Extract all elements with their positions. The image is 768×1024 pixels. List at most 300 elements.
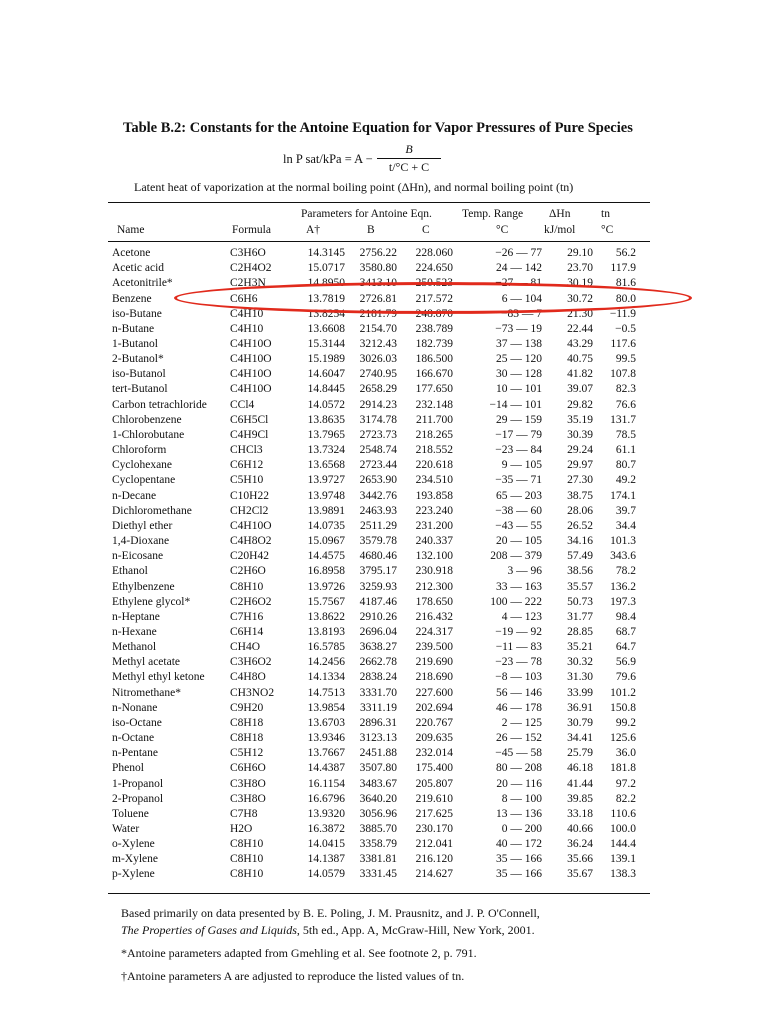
antoine-table <box>112 246 636 883</box>
cell-range: 20 — 105 <box>496 535 542 548</box>
cell-name: Acetic acid <box>112 262 165 275</box>
cell-name: Acetonitrile* <box>112 277 173 290</box>
cell-b: 3885.70 <box>359 823 397 836</box>
cell-range: 10 — 101 <box>496 383 542 396</box>
cell-name: Chloroform <box>112 444 167 457</box>
table-row <box>112 291 636 306</box>
cell-a: 13.6568 <box>307 459 345 472</box>
cell-formula: C3H8O <box>230 777 266 790</box>
cell-range: −27 — 81 <box>495 277 542 290</box>
cell-range: 8 — 100 <box>501 792 542 805</box>
cell-tn: 80.7 <box>615 459 636 472</box>
cell-name: Phenol <box>112 762 144 775</box>
header-antoine-group: Parameters for Antoine Eqn. <box>301 208 432 220</box>
cell-tn: 181.8 <box>610 762 636 775</box>
table-row <box>112 413 636 428</box>
table-row <box>112 716 636 731</box>
cell-a: 14.7513 <box>307 686 345 699</box>
table-row <box>112 276 636 291</box>
cell-a: 13.9727 <box>307 474 345 487</box>
cell-a: 15.1989 <box>307 353 345 366</box>
cell-dh: 40.66 <box>567 823 593 836</box>
cell-c: 248.870 <box>415 307 453 320</box>
cell-a: 13.9726 <box>307 580 345 593</box>
cell-dh: 33.18 <box>567 807 593 820</box>
cell-formula: C6H6 <box>230 292 258 305</box>
source-rest: , 5th ed., App. A, McGraw-Hill, New York, 2001. <box>296 923 535 937</box>
cell-formula: C6H5Cl <box>230 413 269 426</box>
cell-c: 220.618 <box>415 459 453 472</box>
cell-range: −19 — 92 <box>495 625 542 638</box>
cell-range: 2 — 125 <box>501 716 542 729</box>
cell-range: −11 — 83 <box>495 641 542 654</box>
cell-name: 1-Chlorobutane <box>112 428 185 441</box>
cell-name: n-Eicosane <box>112 550 164 563</box>
cell-c: 217.625 <box>415 807 453 820</box>
cell-tn: 101.2 <box>610 686 636 699</box>
cell-formula: CH2Cl2 <box>230 504 269 517</box>
cell-b: 3442.76 <box>359 489 397 502</box>
cell-name: o-Xylene <box>112 838 155 851</box>
cell-a: 15.0967 <box>307 535 345 548</box>
cell-range: 13 — 136 <box>496 807 542 820</box>
cell-tn: 99.5 <box>615 353 636 366</box>
cell-tn: −0.5 <box>615 322 636 335</box>
table-row <box>112 701 636 716</box>
cell-name: Benzene <box>112 292 152 305</box>
cell-a: 16.5785 <box>307 641 345 654</box>
source-book-title: The Properties of Gases and Liquids <box>121 923 297 937</box>
cell-a: 13.9748 <box>307 489 345 502</box>
cell-dh: 41.44 <box>567 777 593 790</box>
table-row <box>112 382 636 397</box>
cell-a: 14.1387 <box>307 853 345 866</box>
cell-b: 3638.27 <box>359 641 397 654</box>
cell-a: 13.8622 <box>307 610 345 623</box>
cell-formula: C9H20 <box>230 701 264 714</box>
cell-a: 14.0579 <box>307 868 345 881</box>
cell-name: 1-Butanol <box>112 338 158 351</box>
cell-a: 13.6703 <box>307 716 345 729</box>
cell-name: Toluene <box>112 807 149 820</box>
cell-c: 218.552 <box>415 444 453 457</box>
cell-name: Methyl ethyl ketone <box>112 671 205 684</box>
cell-c: 218.265 <box>415 428 453 441</box>
cell-dh: 36.91 <box>567 701 593 714</box>
cell-tn: 79.6 <box>615 671 636 684</box>
cell-name: iso-Butanol <box>112 368 166 381</box>
bottom-rule <box>108 893 650 894</box>
cell-tn: 138.3 <box>610 868 636 881</box>
cell-formula: CH4O <box>230 641 261 654</box>
table-row <box>112 398 636 413</box>
cell-dh: 35.57 <box>567 580 593 593</box>
cell-dh: 35.21 <box>567 641 593 654</box>
cell-formula: C6H12 <box>230 459 264 472</box>
cell-a: 16.8958 <box>307 565 345 578</box>
cell-a: 13.7667 <box>307 747 345 760</box>
cell-dh: 31.30 <box>567 671 593 684</box>
table-row <box>112 867 636 882</box>
cell-formula: C4H10O <box>230 383 272 396</box>
cell-dh: 38.56 <box>567 565 593 578</box>
table-row <box>112 246 636 261</box>
cell-tn: 197.3 <box>610 595 636 608</box>
cell-c: 202.694 <box>415 701 453 714</box>
cell-range: 35 — 166 <box>496 853 542 866</box>
cell-a: 16.6796 <box>307 792 345 805</box>
table-row <box>112 776 636 791</box>
cell-range: −17 — 79 <box>495 428 542 441</box>
cell-formula: C4H10 <box>230 307 264 320</box>
cell-name: 1-Propanol <box>112 777 164 790</box>
cell-c: 228.060 <box>415 247 453 260</box>
cell-name: Carbon tetrachloride <box>112 398 207 411</box>
cell-dh: 35.19 <box>567 413 593 426</box>
cell-name: n-Butane <box>112 322 155 335</box>
table-row <box>112 852 636 867</box>
cell-dh: 30.72 <box>567 292 593 305</box>
cell-b: 3259.93 <box>359 580 397 593</box>
cell-c: 230.918 <box>415 565 453 578</box>
cell-a: 16.3872 <box>307 823 345 836</box>
cell-b: 3311.19 <box>360 701 397 714</box>
cell-range: −14 — 101 <box>489 398 542 411</box>
cell-tn: 100.0 <box>610 823 636 836</box>
cell-range: 26 — 152 <box>496 732 542 745</box>
cell-formula: C8H10 <box>230 868 264 881</box>
cell-formula: C5H12 <box>230 747 264 760</box>
cell-c: 230.170 <box>415 823 453 836</box>
cell-c: 232.148 <box>415 398 453 411</box>
cell-dh: 34.16 <box>567 535 593 548</box>
cell-tn: 78.5 <box>615 428 636 441</box>
cell-a: 13.9320 <box>307 807 345 820</box>
cell-b: 3056.96 <box>359 807 397 820</box>
table-row <box>112 367 636 382</box>
cell-tn: 82.2 <box>615 792 636 805</box>
cell-a: 13.6608 <box>307 322 345 335</box>
cell-b: 3212.43 <box>359 338 397 351</box>
cell-c: 166.670 <box>415 368 453 381</box>
cell-tn: 64.7 <box>615 641 636 654</box>
source-footnote <box>121 905 661 939</box>
cell-range: −73 — 19 <box>495 322 542 335</box>
top-rule <box>108 202 650 203</box>
cell-dh: 30.79 <box>567 716 593 729</box>
cell-range: 25 — 120 <box>496 353 542 366</box>
cell-c: 218.690 <box>415 671 453 684</box>
cell-dh: 34.41 <box>567 732 593 745</box>
cell-a: 14.0572 <box>307 398 345 411</box>
table-row <box>112 761 636 776</box>
cell-b: 2451.88 <box>359 747 397 760</box>
cell-b: 3174.78 <box>359 413 397 426</box>
table-row <box>112 519 636 534</box>
cell-tn: 174.1 <box>610 489 636 502</box>
table-row <box>112 792 636 807</box>
cell-tn: 78.2 <box>615 565 636 578</box>
cell-range: 100 — 222 <box>490 595 542 608</box>
cell-b: 2726.81 <box>359 292 397 305</box>
cell-dh: 31.77 <box>567 610 593 623</box>
cell-a: 14.4575 <box>307 550 345 563</box>
cell-c: 205.807 <box>415 777 453 790</box>
cell-range: 30 — 128 <box>496 368 542 381</box>
table-row <box>112 307 636 322</box>
cell-b: 2154.70 <box>359 322 397 335</box>
cell-formula: C10H22 <box>230 489 269 502</box>
cell-range: 33 — 163 <box>496 580 542 593</box>
cell-tn: 36.0 <box>615 747 636 760</box>
footnotes <box>121 905 661 991</box>
cell-range: 40 — 172 <box>496 838 542 851</box>
cell-b: 4680.46 <box>359 550 397 563</box>
cell-name: n-Octane <box>112 732 155 745</box>
cell-formula: C6H14 <box>230 625 264 638</box>
cell-formula: C4H10 <box>230 322 264 335</box>
header-c: C <box>422 224 430 236</box>
table-row <box>112 731 636 746</box>
cell-range: −35 — 71 <box>495 474 542 487</box>
table-row <box>112 443 636 458</box>
cell-b: 3483.67 <box>359 777 397 790</box>
table-row <box>112 610 636 625</box>
table-row <box>112 352 636 367</box>
cell-b: 2723.73 <box>359 428 397 441</box>
cell-b: 2723.44 <box>359 459 397 472</box>
source-line-1: Based primarily on data presented by B. E. Poling, J. M. Prausnitz, and J. P. O'Connell, <box>121 906 540 920</box>
cell-a: 14.1334 <box>307 671 345 684</box>
asterisk-footnote: *Antoine parameters adapted from Gmehling et al. See footnote 2, p. 791. <box>121 946 477 960</box>
cell-name: Dichloromethane <box>112 504 192 517</box>
cell-c: 234.510 <box>415 474 453 487</box>
cell-c: 231.200 <box>415 519 453 532</box>
cell-c: 224.317 <box>415 625 453 638</box>
cell-tn: 110.6 <box>610 807 636 820</box>
cell-b: 3331.45 <box>359 868 397 881</box>
cell-range: 9 — 105 <box>501 459 542 472</box>
table-title: Table B.2: Constants for the Antoine Equation for Vapor Pressures of Pure Species <box>123 120 633 136</box>
table-row <box>112 337 636 352</box>
cell-name: Acetone <box>112 247 151 260</box>
cell-name: Ethanol <box>112 565 148 578</box>
cell-name: iso-Octane <box>112 716 162 729</box>
cell-name: Ethylbenzene <box>112 580 175 593</box>
cell-name: n-Decane <box>112 489 157 502</box>
table-row <box>112 564 636 579</box>
cell-b: 3507.80 <box>359 762 397 775</box>
cell-a: 13.8254 <box>307 307 345 320</box>
cell-range: 37 — 138 <box>496 338 542 351</box>
table-row <box>112 746 636 761</box>
cell-range: 20 — 116 <box>496 777 542 790</box>
table-row <box>112 473 636 488</box>
cell-dh: 40.75 <box>567 353 593 366</box>
cell-formula: C3H8O <box>230 792 266 805</box>
cell-c: 132.100 <box>415 550 453 563</box>
cell-dh: 22.44 <box>567 322 593 335</box>
equation-fraction <box>377 142 441 175</box>
cell-tn: 56.9 <box>615 656 636 669</box>
cell-dh: 29.82 <box>567 398 593 411</box>
cell-a: 16.1154 <box>308 777 345 790</box>
cell-a: 13.7965 <box>307 428 345 441</box>
cell-c: 212.300 <box>415 580 453 593</box>
cell-dh: 26.52 <box>567 519 593 532</box>
cell-c: 232.014 <box>415 747 453 760</box>
table-row <box>112 625 636 640</box>
cell-dh: 23.70 <box>567 262 593 275</box>
cell-b: 2740.95 <box>359 368 397 381</box>
cell-formula: C4H10O <box>230 338 272 351</box>
cell-dh: 29.10 <box>567 247 593 260</box>
cell-a: 13.9854 <box>307 701 345 714</box>
cell-formula: CHCl3 <box>230 444 263 457</box>
cell-tn: 97.2 <box>615 777 636 790</box>
cell-formula: C8H10 <box>230 853 264 866</box>
cell-b: 3026.03 <box>359 353 397 366</box>
table-row <box>112 579 636 594</box>
cell-range: −8 — 103 <box>495 671 542 684</box>
cell-name: tert-Butanol <box>112 383 168 396</box>
cell-dh: 28.85 <box>567 625 593 638</box>
cell-range: −45 — 58 <box>495 747 542 760</box>
cell-c: 240.337 <box>415 535 453 548</box>
cell-formula: C6H6O <box>230 762 266 775</box>
cell-formula: H2O <box>230 823 253 836</box>
cell-name: Water <box>112 823 140 836</box>
header-dh: ΔHn <box>549 208 571 220</box>
cell-range: 4 — 123 <box>501 610 542 623</box>
table-row <box>112 322 636 337</box>
cell-c: 186.500 <box>415 353 453 366</box>
cell-dh: 39.85 <box>567 792 593 805</box>
cell-tn: 131.7 <box>610 413 636 426</box>
cell-range: 35 — 166 <box>496 868 542 881</box>
cell-name: m-Xylene <box>112 853 158 866</box>
cell-a: 13.8193 <box>307 625 345 638</box>
cell-b: 2658.29 <box>359 383 397 396</box>
cell-formula: C8H10 <box>230 580 264 593</box>
cell-range: −23 — 78 <box>495 656 542 669</box>
cell-formula: C5H10 <box>230 474 264 487</box>
cell-b: 2548.74 <box>359 444 397 457</box>
cell-name: n-Nonane <box>112 701 158 714</box>
cell-b: 2696.04 <box>359 625 397 638</box>
table-row <box>112 549 636 564</box>
cell-c: 216.432 <box>415 610 453 623</box>
cell-dh: 27.30 <box>567 474 593 487</box>
cell-c: 220.767 <box>415 716 453 729</box>
cell-range: 29 — 159 <box>496 413 542 426</box>
cell-name: Nitromethane* <box>112 686 181 699</box>
cell-a: 14.2456 <box>307 656 345 669</box>
cell-dh: 46.18 <box>567 762 593 775</box>
cell-name: Cyclohexane <box>112 459 173 472</box>
cell-tn: 125.6 <box>610 732 636 745</box>
cell-c: 175.400 <box>415 762 453 775</box>
cell-dh: 35.67 <box>567 868 593 881</box>
cell-b: 3413.10 <box>359 277 397 290</box>
cell-range: −38 — 60 <box>495 504 542 517</box>
cell-name: n-Hexane <box>112 625 157 638</box>
cell-dh: 30.19 <box>567 277 593 290</box>
cell-tn: 82.3 <box>615 383 636 396</box>
equation-numerator: B <box>405 142 413 156</box>
cell-dh: 38.75 <box>567 489 593 502</box>
header-tn-unit: °C <box>601 224 614 236</box>
cell-dh: 35.66 <box>567 853 593 866</box>
cell-range: 46 — 178 <box>496 701 542 714</box>
cell-b: 4187.46 <box>359 595 397 608</box>
cell-range: −43 — 55 <box>495 519 542 532</box>
cell-dh: 29.97 <box>567 459 593 472</box>
cell-formula: C3H6O <box>230 247 266 260</box>
cell-a: 14.8950 <box>307 277 345 290</box>
cell-range: −83 — 7 <box>501 307 542 320</box>
header-a: A† <box>306 224 321 236</box>
table-row <box>112 686 636 701</box>
cell-formula: C3H6O2 <box>230 656 272 669</box>
cell-dh: 29.24 <box>567 444 593 457</box>
cell-formula: C2H6O <box>230 565 266 578</box>
cell-c: 214.627 <box>415 868 453 881</box>
cell-tn: 68.7 <box>615 625 636 638</box>
cell-range: −23 — 84 <box>495 444 542 457</box>
cell-a: 14.6047 <box>307 368 345 381</box>
cell-c: 217.572 <box>415 292 453 305</box>
cell-b: 3640.20 <box>359 792 397 805</box>
cell-name: p-Xylene <box>112 868 155 881</box>
cell-b: 2910.26 <box>359 610 397 623</box>
cell-formula: CCl4 <box>230 398 255 411</box>
cell-a: 14.0735 <box>307 519 345 532</box>
cell-b: 2896.31 <box>359 716 397 729</box>
table-row <box>112 807 636 822</box>
cell-b: 3358.79 <box>359 838 397 851</box>
table-subtitle: Latent heat of vaporization at the normal boiling point (ΔHn), and normal boiling point (tn) <box>134 180 574 194</box>
cell-dh: 33.99 <box>567 686 593 699</box>
cell-formula: CH3NO2 <box>230 686 275 699</box>
cell-b: 2181.79 <box>359 307 397 320</box>
cell-dh: 36.24 <box>567 838 593 851</box>
cell-c: 227.600 <box>415 686 453 699</box>
cell-c: 250.523 <box>415 277 453 290</box>
cell-c: 223.240 <box>415 504 453 517</box>
table-row <box>112 504 636 519</box>
cell-formula: C7H16 <box>230 610 264 623</box>
cell-dh: 50.73 <box>567 595 593 608</box>
cell-name: Chlorobenzene <box>112 413 182 426</box>
cell-tn: 150.8 <box>610 701 636 714</box>
cell-c: 178.650 <box>415 595 453 608</box>
cell-b: 2914.23 <box>359 398 397 411</box>
table-row <box>112 670 636 685</box>
cell-tn: 136.2 <box>610 580 636 593</box>
cell-c: 216.120 <box>415 853 453 866</box>
header-b: B <box>367 224 375 236</box>
cell-a: 14.4387 <box>307 762 345 775</box>
cell-formula: C8H18 <box>230 716 264 729</box>
cell-a: 15.7567 <box>307 595 345 608</box>
cell-formula: C2H3N <box>230 277 266 290</box>
cell-formula: C4H9Cl <box>230 428 269 441</box>
cell-formula: C2H4O2 <box>230 262 272 275</box>
dagger-footnote: †Antoine parameters A are adjusted to reproduce the listed values of tn. <box>121 969 465 983</box>
cell-c: 177.650 <box>415 383 453 396</box>
cell-tn: 81.6 <box>615 277 636 290</box>
